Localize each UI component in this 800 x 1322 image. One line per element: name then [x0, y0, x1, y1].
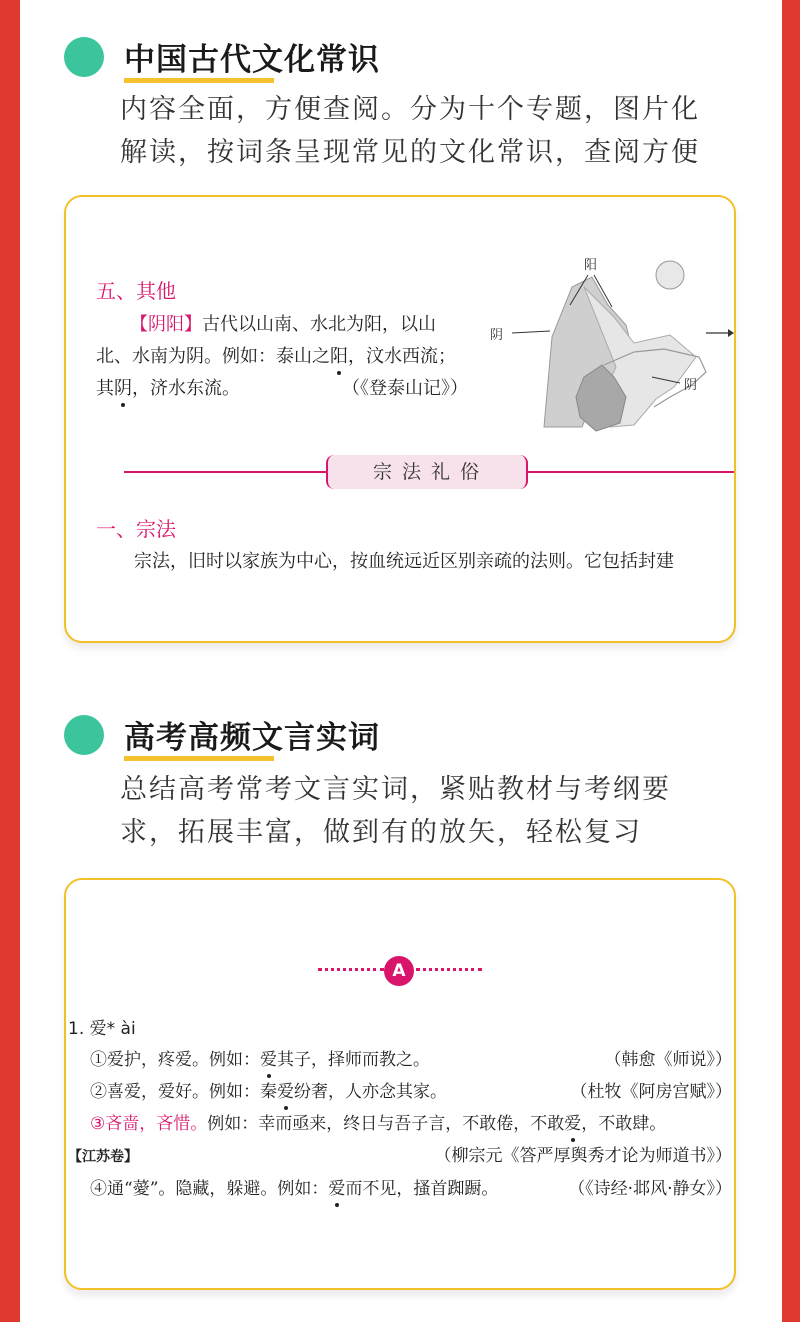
mountain-yinyang-illustration: [484, 247, 734, 437]
sense-source: （柳宗元《答严厚舆秀才论为师道书》）: [434, 1146, 732, 1166]
arrow-right-icon: [728, 329, 734, 337]
entry-line1: [96, 309, 476, 341]
page: [20, 0, 782, 1322]
sense-4: [90, 1173, 732, 1205]
dotted-line-right: [416, 968, 482, 971]
emphasis-char: 爱: [260, 1050, 277, 1070]
section2-title-text: 高考高频文言实词: [124, 720, 380, 756]
sense-text: ，不敢肆。: [581, 1114, 667, 1134]
emphasis-char: 阴: [114, 378, 132, 399]
entry-line2-a: 北、水南为阴。例如：泰山之: [96, 346, 330, 367]
sense-text: 纷奢，人亦念其家。: [294, 1082, 447, 1102]
word-senses: [68, 1044, 732, 1205]
section2-desc-line1: 总结高考常考文言实词，紧贴教材与考纲要: [120, 774, 671, 805]
sense-source: （杜牧《阿房宫赋》）: [570, 1082, 732, 1102]
sense-label-highlight: ③吝啬，吝惜。: [90, 1114, 208, 1134]
vocabulary-sample-card: [64, 878, 736, 1290]
pointer-line: [512, 331, 550, 333]
sense-3-source-row: [68, 1140, 732, 1173]
emphasis-char: 爱: [564, 1114, 582, 1134]
section1-header: [64, 34, 380, 79]
entry-line3-b: ，济水东流。: [132, 378, 240, 399]
entry-line2: [96, 341, 476, 373]
section2-desc-line2: 求，拓展丰富，做到有的放矢，轻松复习: [120, 817, 642, 848]
sense-text: 其子，择师而教之。: [277, 1050, 430, 1070]
word-entry-head: 1. 爱* ài: [68, 1019, 136, 1039]
sun-icon: [656, 261, 684, 289]
section1-desc-line2: 解读，按词条呈现常见的文化常识，查阅方便: [120, 137, 700, 168]
entry-line2-b: ，汶水西流；: [348, 346, 456, 367]
letter-badge: A: [384, 956, 414, 986]
entry-tag: 【阴阳】: [130, 314, 202, 335]
green-dot-icon: [64, 715, 104, 755]
section1-title-text: 中国古代文化常识: [124, 42, 380, 78]
emphasis-char: 爱: [328, 1179, 346, 1199]
section2-header: [64, 712, 380, 757]
card1-heading2: 一、宗法: [96, 517, 176, 541]
section1-title: [124, 34, 380, 79]
section1-description: [120, 88, 760, 174]
culture-sample-card: [64, 195, 736, 643]
yinyang-entry: [96, 309, 476, 405]
label-yang: 阳: [584, 258, 598, 273]
sense-text: 例如：幸而亟来，终日与吾子言，不敢倦，不敢: [207, 1114, 565, 1134]
entry-line3-a: 其: [96, 378, 114, 399]
sense-text: ①爱护，疼爱。例如：: [90, 1050, 260, 1070]
label-yin-left: 阴: [490, 328, 504, 343]
section1-desc-line1: 内容全面，方便查阅。分为十个专题，图片化: [120, 94, 700, 125]
emphasis-char: 爱: [277, 1082, 294, 1102]
sense-text: 而不见，搔首踟蹰。: [345, 1179, 499, 1199]
card1-paragraph: 宗法，旧时以家族为中心，按血统远近区别亲疏的法则。它包括封建: [134, 551, 674, 572]
sense-1: [90, 1044, 732, 1076]
title-underline: [124, 756, 274, 761]
label-yin-right: 阴: [684, 378, 698, 393]
green-dot-icon: [64, 37, 104, 77]
section2-description: [120, 768, 760, 854]
emphasis-char: 阳: [330, 346, 348, 367]
divider-label: 宗 法 礼 俗: [326, 455, 528, 489]
sense-source: （韩愈《师说》）: [604, 1050, 732, 1070]
entry-line1-text: 古代以山南、水北为阳，以山: [202, 314, 436, 335]
entry-source: （《登泰山记》）: [342, 378, 468, 399]
sense-text: ④通“薆”。隐藏，躲避。例如：: [90, 1179, 329, 1199]
sense-source: （《诗经·邶风·静女》）: [568, 1179, 732, 1199]
sense-2: [90, 1076, 732, 1108]
entry-line3: [96, 373, 476, 405]
title-underline: [124, 78, 274, 83]
section2-title: [124, 712, 380, 757]
exam-tag: 【江苏卷】: [68, 1149, 138, 1165]
card1-heading: 五、其他: [96, 279, 176, 303]
sense-3: [90, 1108, 732, 1140]
sense-text: ②喜爱，爱好。例如：秦: [90, 1082, 277, 1102]
dotted-line-left: [318, 968, 384, 971]
